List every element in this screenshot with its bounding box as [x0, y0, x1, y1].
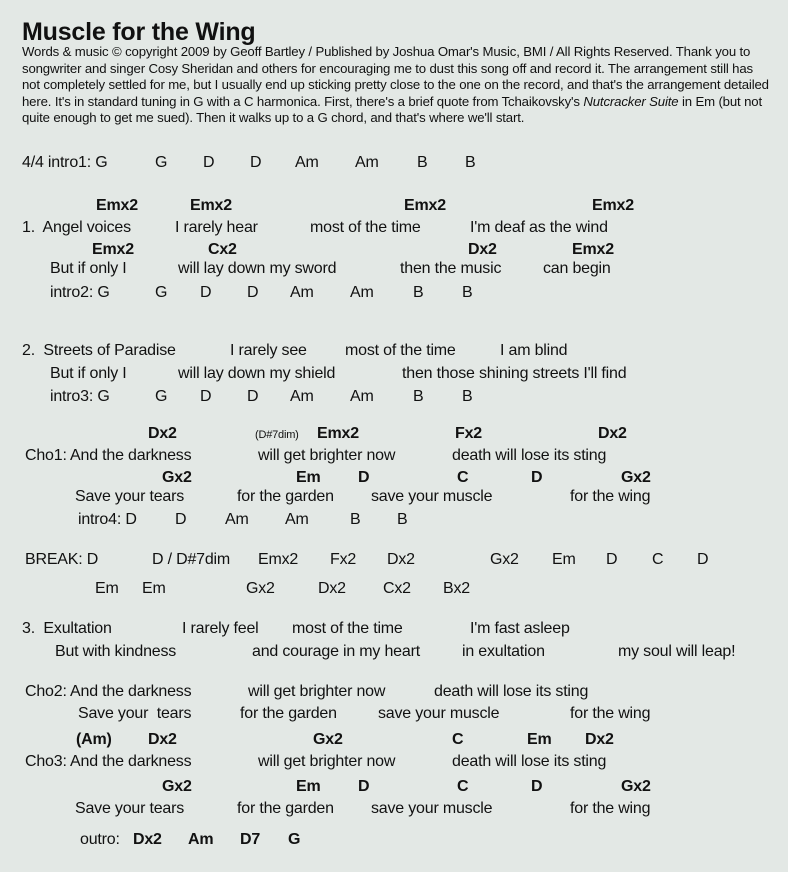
chorus1-chord-2b: Em [296, 469, 321, 486]
intro1-chord-1: G [155, 154, 168, 171]
break-chord-1c: Fx2 [330, 551, 357, 568]
chorus1-lyric-2a: Save your tears [75, 488, 185, 505]
verse2-lyric-2b: will lay down my shield [178, 365, 336, 382]
chorus3-chord-1d: C [452, 731, 464, 748]
chorus3-chord-1b: Dx2 [148, 731, 177, 748]
intro1-chord-3: D [250, 154, 262, 171]
intro3-chord-2: D [200, 388, 212, 405]
break-chord-2b: Em [142, 580, 166, 597]
intro3-label: intro3: G [50, 388, 110, 405]
intro4-chord-1: D [175, 511, 187, 528]
verse2-lyric-1c: most of the time [345, 342, 456, 359]
break-label: BREAK: D [25, 551, 99, 568]
chorus1-lyric-2d: for the wing [570, 488, 651, 505]
verse3-lyric-1d: I'm fast asleep [470, 620, 570, 637]
intro3-chord-7: B [462, 388, 473, 405]
intro1-label: 4/4 intro1: G [22, 154, 108, 171]
chorus3-chord-2b: Em [296, 778, 321, 795]
verse1-lyric-1b: I rarely hear [175, 219, 258, 236]
chorus1-chord-2e: D [531, 469, 543, 486]
chorus3-chord-1f: Dx2 [585, 731, 614, 748]
break-chord-1e: Gx2 [490, 551, 519, 568]
chorus2-lyric-1a: Cho2: And the darkness [25, 683, 192, 700]
intro1-chord-4: Am [295, 154, 319, 171]
intro2-chord-6: B [413, 284, 424, 301]
chorus3-chord-1e: Em [527, 731, 552, 748]
break-chord-2a: Em [95, 580, 119, 597]
break-chord-1f: Em [552, 551, 576, 568]
chorus1-chord-1c: Fx2 [455, 425, 482, 442]
break-chord-2d: Dx2 [318, 580, 346, 597]
chorus1-lyric-1a: Cho1: And the darkness [25, 447, 192, 464]
verse1-chord-2c: Dx2 [468, 241, 497, 258]
intro2-chord-5: Am [350, 284, 374, 301]
chorus1-chord-1d: Dx2 [598, 425, 627, 442]
chorus1-chord-1b: Emx2 [317, 425, 359, 442]
verse1-lyric-1d: I'm deaf as the wind [470, 219, 608, 236]
intro3-chord-1: G [155, 388, 168, 405]
verse2-lyric-1d: I am blind [500, 342, 568, 359]
chorus1-chord-2f: Gx2 [621, 469, 651, 486]
chorus3-chord-2a: Gx2 [162, 778, 192, 795]
chorus3-lyric-2b: for the garden [237, 800, 334, 817]
outro-chord-2: Am [188, 831, 214, 848]
chorus3-lyric-1a: Cho3: And the darkness [25, 753, 192, 770]
chorus2-lyric-2a: Save your tears [78, 705, 192, 722]
verse2-lyric-2c: then those shining streets I'll find [402, 365, 627, 382]
chorus2-lyric-2d: for the wing [570, 705, 651, 722]
chorus1-lyric-2c: save your muscle [371, 488, 493, 505]
intro2-chord-7: B [462, 284, 473, 301]
break-chord-2f: Bx2 [443, 580, 470, 597]
chorus3-lyric-1b: will get brighter now [258, 753, 396, 770]
outro-chord-3: D7 [240, 831, 261, 848]
chorus3-lyric-1c: death will lose its sting [452, 753, 607, 770]
intro2-label: intro2: G [50, 284, 110, 301]
verse2-lyric-1a: 2. Streets of Paradise [22, 342, 176, 359]
intro1-chord-5: Am [355, 154, 379, 171]
intro4-label: intro4: D [78, 511, 137, 528]
intro4-chord-3: Am [285, 511, 309, 528]
intro1-chord-6: B [417, 154, 428, 171]
intro4-chord-2: Am [225, 511, 249, 528]
verse1-chord-1c: Emx2 [404, 197, 446, 214]
chorus3-chord-2f: Gx2 [621, 778, 651, 795]
verse1-lyric-2d: can begin [543, 260, 611, 277]
page-title: Muscle for the Wing [22, 18, 256, 46]
intro3-chord-3: D [247, 388, 259, 405]
intro4-chord-4: B [350, 511, 361, 528]
verse1-lyric-2b: will lay down my sword [178, 260, 337, 277]
chorus1-chord-1-alt: (D#7dim) [255, 429, 299, 441]
intro3-chord-6: B [413, 388, 424, 405]
credits-text-part2: in Em (but not quite enough to get me sued). Then it walks up to a G chord, and that's where we'll start. [22, 93, 762, 126]
verse1-lyric-2c: then the music [400, 260, 502, 277]
chorus1-chord-2a: Gx2 [162, 469, 192, 486]
verse1-chord-1a: Emx2 [96, 197, 138, 214]
chorus2-lyric-1c: death will lose its sting [434, 683, 589, 700]
break-chord-1i: D [697, 551, 709, 568]
verse1-chord-2b: Cx2 [208, 241, 237, 258]
intro3-chord-5: Am [350, 388, 374, 405]
verse1-lyric-1c: most of the time [310, 219, 421, 236]
verse3-lyric-2b: and courage in my heart [252, 643, 420, 660]
chorus1-lyric-1c: death will lose its sting [452, 447, 607, 464]
verse1-chord-2d: Emx2 [572, 241, 614, 258]
verse3-lyric-1b: I rarely feel [182, 620, 259, 637]
chorus3-chord-1a: (Am) [76, 731, 112, 748]
break-chord-2c: Gx2 [246, 580, 275, 597]
chorus3-lyric-2c: save your muscle [371, 800, 493, 817]
credits-text-part1: Words & music © copyright 2009 by Geoff Bartley / Published by Joshua Omar's Music, BMI / All Rights Reserved. Thank you to songwriter and singer Cosy Sheridan and others for encouraging me to dust this song off and record it. The arrangement still has not completely settled for me, but I usually end up sticking pretty close to the one on the record, and that's the arrangement detailed here. It's in standard tuning in G with a C harmonica. First, there's a brief quote from Tchaikovsky's [22, 44, 769, 109]
chorus1-chord-2c: D [358, 469, 370, 486]
intro4-chord-5: B [397, 511, 408, 528]
verse1-lyric-1a: 1. Angel voices [22, 219, 131, 236]
outro-label: outro: [80, 831, 120, 848]
intro1-chord-2: D [203, 154, 215, 171]
credits-italic-work: Nutcracker Suite [583, 93, 679, 109]
chorus3-chord-2e: D [531, 778, 543, 795]
chorus3-chord-2d: C [457, 778, 469, 795]
break-chord-1d: Dx2 [387, 551, 415, 568]
chorus1-lyric-2b: for the garden [237, 488, 334, 505]
verse1-chord-1d: Emx2 [592, 197, 634, 214]
break-chord-1b: Emx2 [258, 551, 299, 568]
verse3-lyric-2d: my soul will leap! [618, 643, 736, 660]
chorus2-lyric-2c: save your muscle [378, 705, 500, 722]
verse2-lyric-1b: I rarely see [230, 342, 307, 359]
intro2-chord-2: D [200, 284, 212, 301]
chorus2-lyric-2b: for the garden [240, 705, 337, 722]
verse1-chord-1b: Emx2 [190, 197, 232, 214]
break-chord-1g: D [606, 551, 618, 568]
verse3-lyric-1c: most of the time [292, 620, 403, 637]
break-chord-1h: C [652, 551, 664, 568]
credits-paragraph [22, 44, 772, 127]
break-chord-1a: D / D#7dim [152, 551, 231, 568]
break-chord-2e: Cx2 [383, 580, 411, 597]
intro2-chord-4: Am [290, 284, 314, 301]
intro3-chord-4: Am [290, 388, 314, 405]
verse2-lyric-2a: But if only I [50, 365, 127, 382]
chorus3-lyric-2a: Save your tears [75, 800, 185, 817]
verse3-lyric-2a: But with kindness [55, 643, 177, 660]
chorus1-chord-2d: C [457, 469, 469, 486]
intro1-chord-7: B [465, 154, 476, 171]
chorus3-chord-1c: Gx2 [313, 731, 343, 748]
intro2-chord-1: G [155, 284, 168, 301]
chorus1-chord-1a: Dx2 [148, 425, 177, 442]
chorus3-chord-2c: D [358, 778, 370, 795]
chorus2-lyric-1b: will get brighter now [248, 683, 386, 700]
chorus3-lyric-2d: for the wing [570, 800, 651, 817]
outro-chord-4: G [288, 831, 301, 848]
outro-chord-1: Dx2 [133, 831, 162, 848]
intro2-chord-3: D [247, 284, 259, 301]
verse1-lyric-2a: But if only I [50, 260, 127, 277]
verse3-lyric-2c: in exultation [462, 643, 545, 660]
verse3-lyric-1a: 3. Exultation [22, 620, 112, 637]
verse1-chord-2a: Emx2 [92, 241, 134, 258]
chorus1-lyric-1b: will get brighter now [258, 447, 396, 464]
